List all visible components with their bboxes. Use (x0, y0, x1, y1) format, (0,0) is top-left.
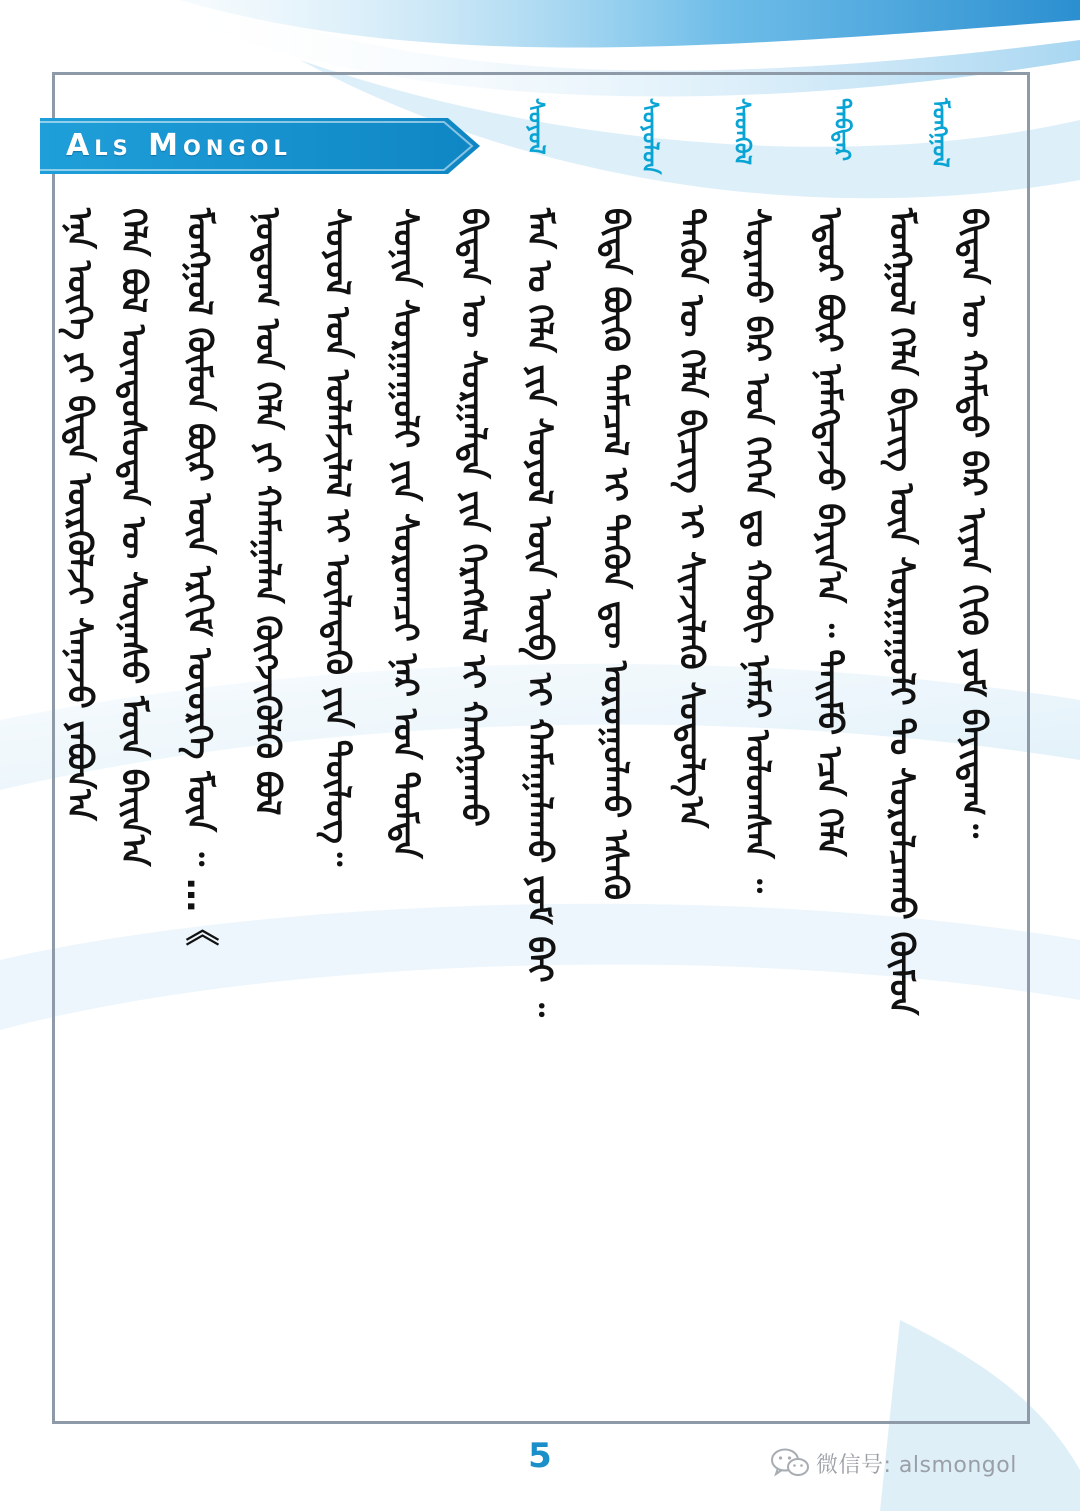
text-column: ᠮᠠᠨ ᠤ ᠬᠡᠯᠡ ᠶᠢᠨ ᠰᠣᠶᠣᠯ ᠦᠨ ᠦᠪ ᠢ ᠬᠠᠮᠠᠭᠠᠯᠠᠬᠤ ᠶᠤᠮ ᠪᠠᠢ ᠃ (519, 208, 559, 1017)
text-column: ᠮᠣᠩᠭᠣᠯ ᠬᠡᠯᠡ ᠪᠢᠴᠢᠭ ᠦᠨ ᠰᠤᠷᠭᠠᠭᠤᠯᠢ ᠲᠤ ᠰᠤᠷᠤᠯᠴᠠᠬᠤ ᠬᠦᠮᠦᠨ (881, 208, 921, 1016)
header-word: ᠰᠣᠶᠣᠯ (523, 98, 548, 155)
text-column: ᠬᠡᠯᠡ ᠪᠤᠯ ᠦᠨᠳᠦᠰᠦᠲᠡᠨ ᠦ ᠰᠦᠨᠡᠰᠦ ᠮᠥᠨ ᠪᠠᠢᠨ᠎ᠠ (113, 208, 153, 867)
text-column: ᠡᠨᠡ ᠦᠭᠡ ᠶᠢ ᠪᠢᠳᠡ ᠦᠷᠬᠦᠯᠵᠢ ᠰᠠᠨᠠᠵᠤ ᠶᠠᠪᠤᠨ᠎ᠠ (59, 208, 99, 821)
header-word: ᠰᠡᠳᠬᠦᠯ (729, 98, 754, 165)
wechat-icon (770, 1447, 810, 1479)
header-words (500, 98, 990, 198)
header-word: ᠰᠣᠶᠣᠯᠤᠨ (637, 98, 662, 175)
text-column: ᠪᠢᠳᠡᠨ ᠦ ᠬᠠᠮᠲᠤ ᠪᠡᠷ ᠢᠶᠡᠨ ᠬᠢᠬᠦ ᠶᠤᠮ ᠪᠠᠶᠢᠳᠠᠭ᠃ (953, 208, 993, 839)
wechat-watermark (770, 1443, 1017, 1483)
brand-banner (40, 118, 480, 174)
wechat-id: 微信号: alsmongol (816, 1452, 1017, 1478)
text-column: ᠪᠢᠳᠡᠨ ᠦ ᠰᠤᠷᠭᠠᠯᠲᠠ ᠶᠢᠨ ᠬᠡᠷᠡᠭᠰᠡᠯ ᠢ ᠬᠠᠩᠭᠠᠬᠤ (453, 208, 493, 827)
text-column: ᠲᠡᠭᠦᠨ ᠦ ᠬᠡᠯᠡ ᠪᠢᠴᠢᠭ ᠢ ᠰᠢᠨᠵᠢᠯᠡᠬᠦ ᠰᠤᠳᠤᠯᠭ᠎ᠠ (671, 208, 711, 829)
text-column: ᠪᠢᠳᠡ ᠪᠦᠬᠦ ᠲᠡᠮᠡᠴᠡᠯ ᠢ ᠲᠡᠭᠦᠨ ᠳᠦ ᠣᠷᠣᠭᠤᠯᠬᠤ ᠡᠰᠡᠬᠦ (595, 208, 635, 900)
text-column: ᠮᠣᠩᠭᠣᠯ ᠬᠦᠮᠦᠨ ᠪᠦᠷ ᠦᠨ ᠡᠷᠬᠢᠮ ᠦᠦᠷᠭᠡ ᠮᠥᠨ ᠃ …《 (179, 208, 219, 948)
body-text (59, 208, 1000, 1368)
text-column: ᠨᠤᠲᠤᠭ ᠤᠨ ᠬᠡᠯᠡ ᠶᠢ ᠬᠠᠮᠠᠭᠠᠯᠠᠨ ᠬᠥᠭᠵᠢᠭᠦᠯᠬᠦ ᠪᠣᠯ (247, 208, 287, 816)
text-column: ᠰᠣᠶᠣᠯ ᠤᠨ ᠤᠯᠠᠮᠵᠢᠯᠠᠯ ᠢ ᠦᠯᠡᠳᠡᠬᠦ ᠶᠢᠨ ᠲᠥᠯᠦᠭ᠃ (317, 208, 357, 867)
brand-name: Als Mongol (66, 128, 292, 163)
header-word: ᠳᠡᠪᠲᠡᠷ (829, 98, 854, 161)
text-column: ᠰᠤᠷᠬᠤ ᠪᠡᠷ ᠤᠨ ᠭᠡᠭᠡᠨ ᠳᠤ ᠬᠣᠪᠢ ᠨᠡᠮᠡᠷ ᠤᠯᠤᠭᠰᠠᠨ ᠃ (737, 208, 777, 893)
text-column: ᠰᠣᠨᠢᠨ ᠰᠤᠷᠭᠠᠭᠤᠯᠢ ᠶᠢᠨ ᠰᠤᠷᠤᠭᠴᠢ ᠨᠠᠷ ᠤᠨ ᠳᠤᠮᠳᠠ (385, 208, 425, 859)
text-column: ᠡᠳᠦᠷ ᠪᠦᠷ ᠨᠡᠮᠡᠭᠳᠡᠵᠦ ᠪᠠᠶᠢᠨ᠎ᠠ ᠃ ᠲᠡᠢᠮᠦ ᠡᠴᠡ ᠬᠡᠯᠡ (809, 208, 849, 857)
header-word: ᠮᠣᠩᠭᠣᠯ (927, 98, 952, 168)
page-number: 5 (528, 1436, 552, 1476)
